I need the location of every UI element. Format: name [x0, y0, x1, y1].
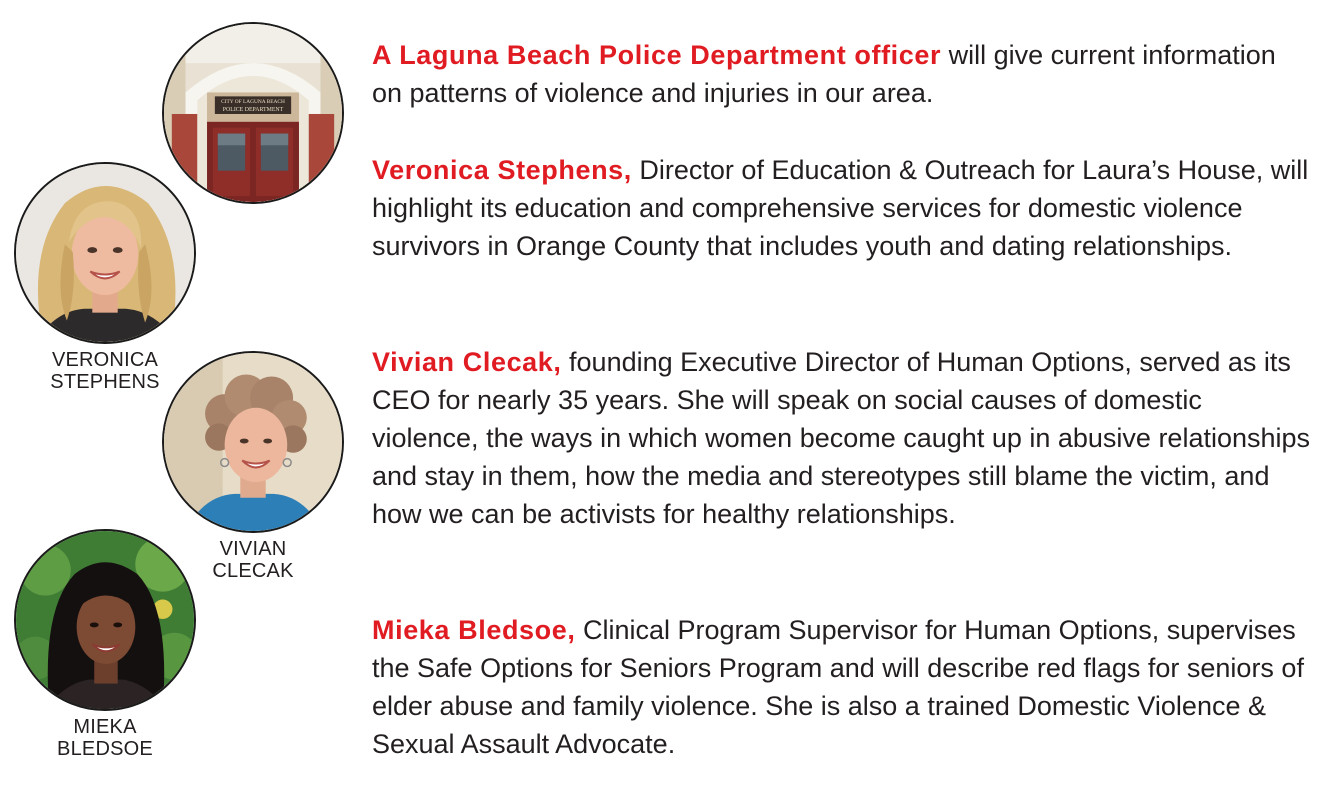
speaker-description: will give current information on patterns of violence and injuries in our area. — [372, 40, 1276, 108]
speaker-name: Vivian Clecak, — [372, 347, 562, 377]
speaker-description: Clinical Program Supervisor for Human Options, supervises the Safe Options for Seniors Program and will describe red flags for seniors of elder abuse and family violence. She is also a trained Domestic Violence & Sexual Assault Advocate. — [372, 615, 1304, 759]
speaker-description: Director of Education & Outreach for Laura’s House, will highlight its education and comprehensive services for domestic violence survivors in Orange County that includes youth and dating relationships. — [372, 155, 1309, 261]
vivian-clecak-portrait — [164, 353, 342, 531]
sign-line-2: POLICE DEPARTMENT — [222, 107, 284, 114]
vivian-clecak-bio — [372, 343, 1312, 533]
veronica-stephens-photo — [14, 162, 196, 344]
speaker-name: A Laguna Beach Police Department officer — [372, 40, 942, 70]
caption-line: BLEDSOE — [57, 738, 153, 760]
speaker-description: founding Executive Director of Human Options, served as its CEO for nearly 35 years. She will speak on social causes of domestic violence, the ways in which women become caught up in abusive relationships and stay in them, how the media and stereotypes still blame the victim, and how we can be activists for healthy relationships. — [372, 347, 1311, 529]
mieka-bledsoe-caption — [30, 716, 180, 760]
police-department-photo — [162, 22, 344, 204]
speaker-name: Mieka Bledsoe, — [372, 615, 576, 645]
caption-line: CLECAK — [212, 560, 294, 582]
mieka-bledsoe-portrait — [16, 531, 194, 709]
caption-line: MIEKA — [73, 716, 137, 738]
vivian-clecak-caption — [178, 538, 328, 582]
sign-line-1: CITY OF LAGUNA BEACH — [221, 99, 285, 106]
police-officer-bio — [372, 36, 1312, 112]
caption-line: VERONICA — [51, 349, 159, 371]
mieka-bledsoe-photo — [14, 529, 196, 711]
veronica-stephens-portrait — [16, 164, 194, 342]
speaker-name: Veronica Stephens, — [372, 155, 632, 185]
veronica-stephens-caption — [30, 349, 180, 393]
vivian-clecak-photo — [162, 351, 344, 533]
caption-line: STEPHENS — [50, 371, 160, 393]
veronica-stephens-bio — [372, 151, 1312, 265]
police-department-building-image — [164, 24, 342, 202]
mieka-bledsoe-bio — [372, 611, 1312, 763]
caption-line: VIVIAN — [219, 538, 287, 560]
